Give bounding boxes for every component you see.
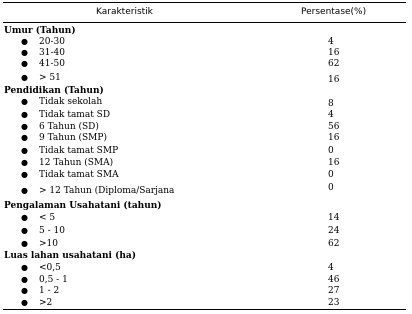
table-header-rule bbox=[3, 22, 406, 23]
row-label: 31-40 bbox=[39, 48, 65, 58]
row-value: 56 bbox=[328, 122, 340, 132]
row-label: < 5 bbox=[39, 213, 56, 223]
row-value: 62 bbox=[328, 59, 340, 69]
table-row bbox=[0, 73, 412, 84]
section-title: Luas lahan usahatani (ha) bbox=[4, 251, 136, 261]
bullet-icon: ● bbox=[21, 275, 28, 284]
section-heading-age bbox=[0, 26, 412, 37]
bullet-icon: ● bbox=[21, 226, 28, 235]
table-row bbox=[0, 133, 412, 144]
section-heading-land-area bbox=[0, 251, 412, 262]
row-label: > 12 Tahun (Diploma/Sarjana bbox=[39, 186, 175, 196]
table-row bbox=[0, 158, 412, 169]
row-label: >10 bbox=[39, 239, 58, 249]
table-row bbox=[0, 239, 412, 250]
bullet-icon: ● bbox=[21, 97, 28, 106]
bullet-icon: ● bbox=[21, 239, 28, 248]
bullet-icon: ● bbox=[21, 110, 28, 119]
row-value: 24 bbox=[328, 226, 340, 236]
table-row bbox=[0, 48, 412, 59]
row-label: > 51 bbox=[39, 73, 61, 83]
section-title: Pengalaman Usahatani (tahun) bbox=[4, 201, 162, 211]
bullet-icon: ● bbox=[21, 286, 28, 295]
table-row bbox=[0, 183, 412, 197]
table-top-rule bbox=[3, 2, 406, 3]
row-label: Tidak sekolah bbox=[39, 97, 103, 107]
row-value: 8 bbox=[328, 99, 334, 109]
table-row bbox=[0, 286, 412, 297]
table-row bbox=[0, 263, 412, 274]
section-heading-education bbox=[0, 86, 412, 97]
row-value: 4 bbox=[328, 263, 334, 273]
bullet-icon: ● bbox=[21, 158, 28, 167]
row-value: 27 bbox=[328, 286, 340, 296]
table-row bbox=[0, 298, 412, 309]
row-label: Tidak tamat SMA bbox=[39, 170, 119, 180]
bullet-icon: ● bbox=[21, 170, 28, 179]
bullet-icon: ● bbox=[21, 59, 28, 68]
table-row bbox=[0, 110, 412, 121]
bullet-icon: ● bbox=[21, 298, 28, 307]
row-value: 62 bbox=[328, 239, 340, 249]
row-value: 16 bbox=[328, 158, 340, 168]
table-row bbox=[0, 146, 412, 157]
row-label: 0,5 - 1 bbox=[39, 275, 68, 285]
row-value: 0 bbox=[328, 146, 334, 156]
table-bottom-rule bbox=[3, 309, 406, 310]
row-value: 23 bbox=[328, 298, 340, 308]
row-value: 16 bbox=[328, 75, 340, 85]
header-characteristic: Karakteristik bbox=[96, 7, 153, 17]
row-label: <0,5 bbox=[39, 263, 61, 273]
row-label: 9 Tahun (SMP) bbox=[39, 133, 107, 143]
row-label: 6 Tahun (SD) bbox=[39, 122, 99, 132]
table-row bbox=[0, 170, 412, 181]
bullet-icon: ● bbox=[21, 37, 28, 46]
bullet-icon: ● bbox=[21, 48, 28, 57]
row-value: 4 bbox=[328, 37, 334, 47]
bullet-icon: ● bbox=[21, 122, 28, 131]
row-value: 4 bbox=[328, 110, 334, 120]
bullet-icon: ● bbox=[21, 186, 28, 195]
row-label: 5 - 10 bbox=[39, 226, 65, 236]
section-heading-farming-experience bbox=[0, 201, 412, 212]
bullet-icon: ● bbox=[21, 146, 28, 155]
row-value: 0 bbox=[328, 170, 334, 180]
row-value: 16 bbox=[328, 48, 340, 58]
table-row bbox=[0, 275, 412, 286]
bullet-icon: ● bbox=[21, 73, 28, 82]
bullet-icon: ● bbox=[21, 213, 28, 222]
table-row bbox=[0, 59, 412, 70]
table-row bbox=[0, 37, 412, 48]
table-row bbox=[0, 122, 412, 133]
bullet-icon: ● bbox=[21, 133, 28, 142]
row-value: 0 bbox=[328, 183, 334, 193]
table-row bbox=[0, 226, 412, 237]
section-title: Pendidikan (Tahun) bbox=[4, 86, 104, 96]
row-label: 1 - 2 bbox=[39, 286, 60, 296]
row-label: 20-30 bbox=[39, 37, 65, 47]
row-value: 16 bbox=[328, 133, 340, 143]
section-title: Umur (Tahun) bbox=[4, 26, 76, 36]
row-label: 12 Tahun (SMA) bbox=[39, 158, 114, 168]
row-label: >2 bbox=[39, 298, 53, 308]
row-value: 46 bbox=[328, 275, 340, 285]
row-value: 14 bbox=[328, 213, 340, 223]
row-label: Tidak tamat SMP bbox=[39, 146, 119, 156]
row-label: Tidak tamat SD bbox=[39, 110, 111, 120]
bullet-icon: ● bbox=[21, 263, 28, 272]
row-label: 41-50 bbox=[39, 59, 65, 69]
table-row bbox=[0, 213, 412, 224]
table-row bbox=[0, 97, 412, 108]
header-percentage: Persentase(%) bbox=[301, 7, 367, 17]
